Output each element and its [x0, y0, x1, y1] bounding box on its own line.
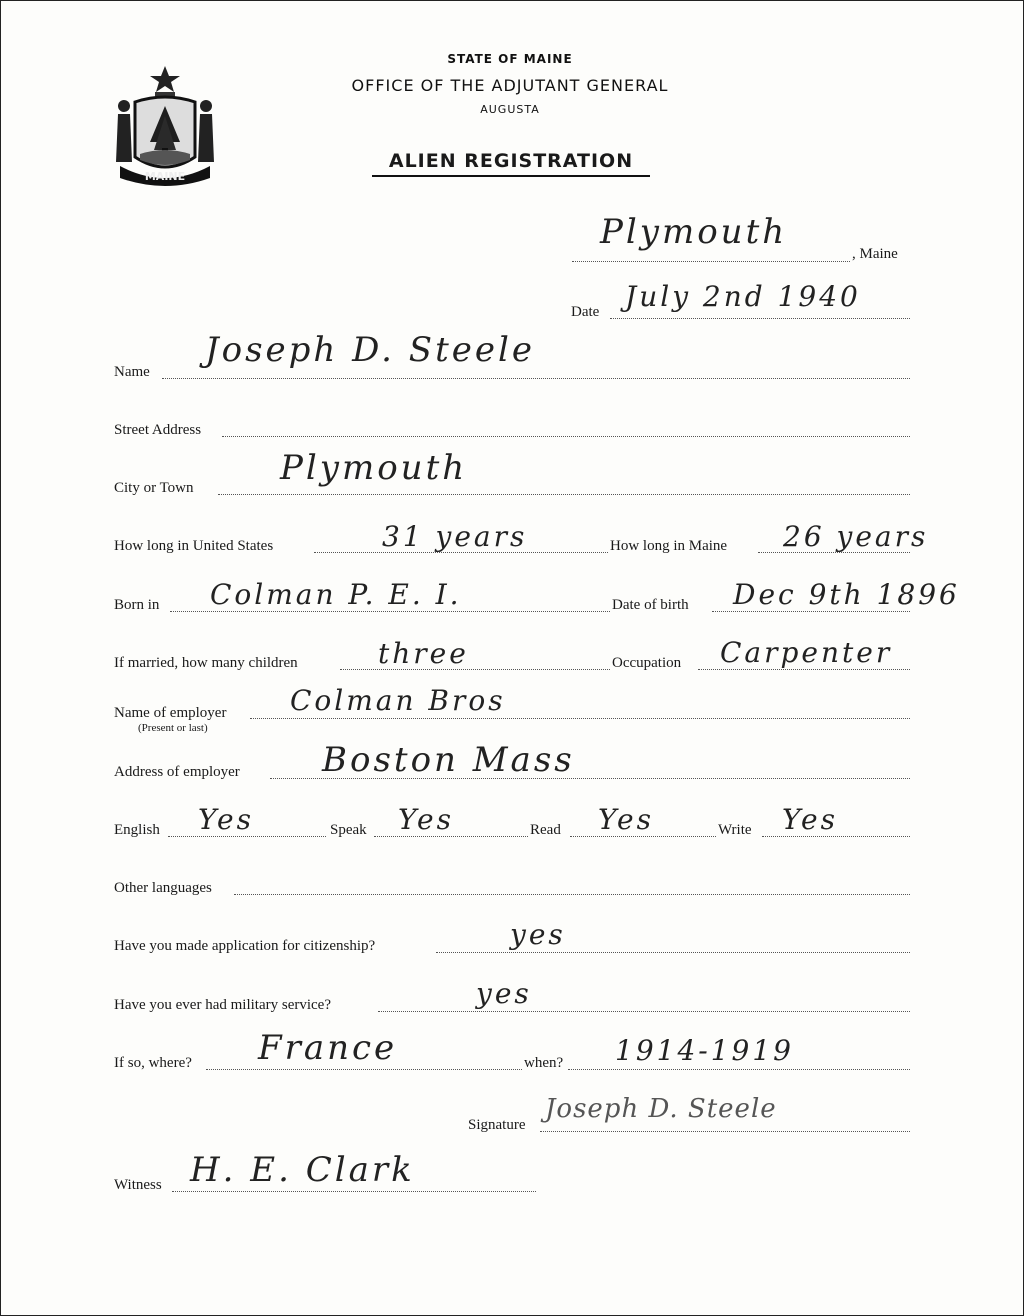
speak-line	[374, 836, 528, 837]
read-line	[570, 836, 716, 837]
name-label: Name	[114, 364, 150, 380]
where-value: France	[258, 1028, 398, 1068]
employer-address-value: Boston Mass	[322, 740, 575, 780]
speak-label: Speak	[330, 822, 367, 838]
employer-value: Colman Bros	[290, 684, 506, 717]
witness-line	[172, 1191, 536, 1192]
maine-suffix-label: , Maine	[852, 246, 898, 262]
name-value: Joseph D. Steele	[205, 330, 535, 370]
employer-address-label: Address of employer	[114, 764, 240, 780]
date-value: July 2nd 1940	[625, 280, 861, 313]
how-long-us-label: How long in United States	[114, 538, 274, 554]
military-label: Have you ever had military service?	[114, 997, 331, 1013]
date-of-birth-value: Dec 9th 1896	[733, 578, 960, 611]
born-in-value: Colman P. E. I.	[210, 578, 462, 611]
born-in-line	[170, 611, 610, 612]
occupation-line	[698, 669, 910, 670]
signature-value: Joseph D. Steele	[545, 1094, 777, 1124]
write-line	[762, 836, 910, 837]
street-line	[222, 436, 910, 437]
speak-value: Yes	[398, 803, 454, 836]
seal-label: MAINE	[144, 170, 186, 183]
state-heading: STATE OF MAINE	[447, 52, 573, 66]
date-of-birth-label: Date of birth	[612, 597, 689, 613]
born-in-label: Born in	[114, 597, 160, 613]
street-label: Street Address	[114, 422, 202, 438]
citizenship-line	[436, 952, 910, 953]
employer-label: Name of employer	[114, 705, 227, 721]
write-value: Yes	[782, 803, 838, 836]
children-label: If married, how many children	[114, 655, 298, 671]
witness-label: Witness	[114, 1177, 162, 1193]
when-value: 1914-1919	[615, 1034, 794, 1067]
how-long-maine-label: How long in Maine	[610, 538, 728, 554]
children-value: three	[378, 637, 469, 670]
employer-line	[250, 718, 910, 719]
occupation-label: Occupation	[612, 655, 682, 671]
when-label: when?	[524, 1055, 564, 1071]
citizenship-value: yes	[510, 918, 566, 951]
date-line	[610, 318, 910, 319]
witness-value: H. E. Clark	[190, 1150, 415, 1190]
city-heading: AUGUSTA	[480, 103, 540, 116]
city-line	[218, 494, 910, 495]
how-long-maine-value: 26 years	[783, 520, 929, 553]
when-line	[568, 1069, 910, 1070]
town-line	[572, 261, 850, 262]
write-label: Write	[718, 822, 752, 838]
military-value: yes	[476, 977, 532, 1010]
form-title: ALIEN REGISTRATION	[372, 150, 650, 177]
other-languages-line	[234, 894, 910, 895]
occupation-value: Carpenter	[720, 636, 893, 669]
military-line	[378, 1011, 910, 1012]
english-value: Yes	[198, 803, 254, 836]
how-long-us-value: 31 years	[382, 520, 528, 553]
date-of-birth-line	[712, 611, 910, 612]
city-label: City or Town	[114, 480, 194, 496]
signature-line	[540, 1131, 910, 1132]
employer-note: (Present or last)	[138, 722, 208, 734]
read-value: Yes	[598, 803, 654, 836]
state-seal-icon	[110, 62, 220, 192]
signature-label: Signature	[468, 1117, 526, 1133]
city-value: Plymouth	[280, 448, 468, 488]
citizenship-label: Have you made application for citizenship?	[114, 938, 376, 954]
town-value: Plymouth	[600, 212, 788, 252]
other-languages-label: Other languages	[114, 880, 212, 896]
read-label: Read	[530, 822, 561, 838]
name-line	[162, 378, 910, 379]
office-heading: OFFICE OF THE ADJUTANT GENERAL	[351, 76, 669, 95]
english-label: English	[114, 822, 160, 838]
where-line	[206, 1069, 522, 1070]
date-label: Date	[571, 304, 600, 320]
where-label: If so, where?	[114, 1055, 192, 1071]
english-line	[168, 836, 326, 837]
